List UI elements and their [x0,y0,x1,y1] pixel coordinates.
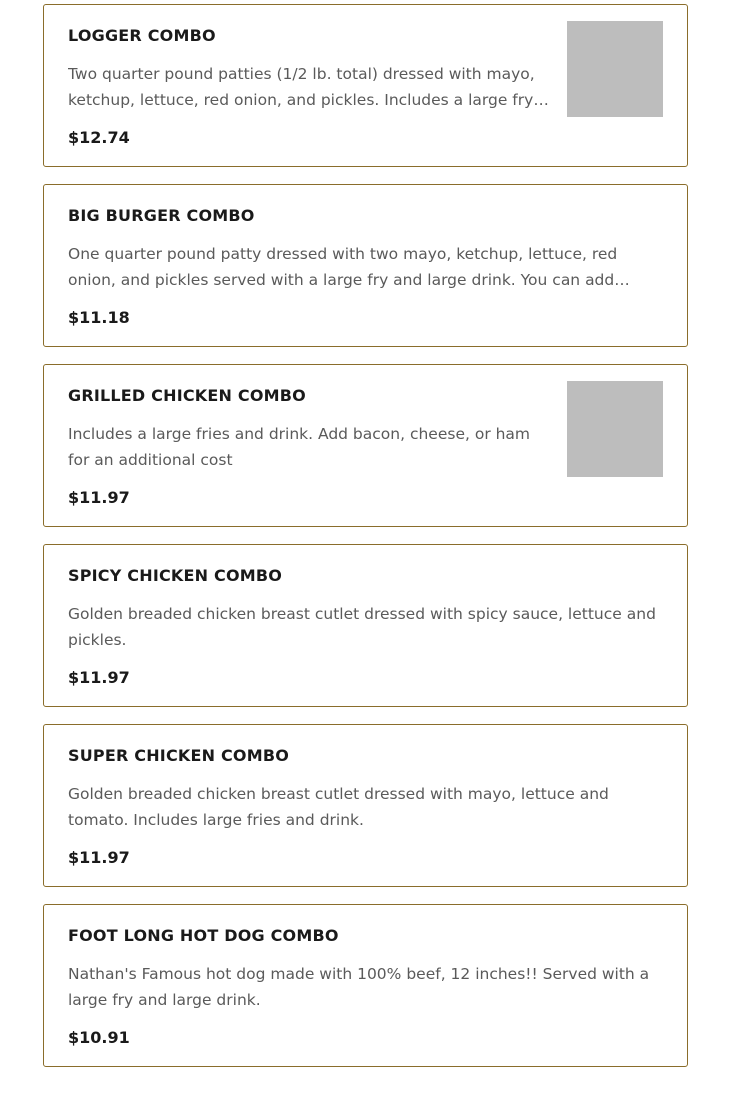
menu-item-card-super-chicken-combo[interactable] [43,724,688,887]
menu-item-price: $12.74 [68,128,130,147]
menu-item-description: Golden breaded chicken breast cutlet dressed with spicy sauce, lettuce and pickles. [68,605,656,649]
menu-item-price: $11.97 [68,848,130,867]
menu-item-image-placeholder [567,381,663,477]
menu-item-name: SPICY CHICKEN COMBO [68,566,283,585]
menu-item-card-foot-long-hot-dog-combo[interactable] [43,904,688,1067]
menu-item-list [43,4,688,1084]
menu-item-description: Includes a large fries and drink. Add bacon, cheese, or ham for an additional cost [68,425,531,469]
menu-item-name: BIG BURGER COMBO [68,206,255,225]
menu-item-card-grilled-chicken-combo[interactable] [43,364,688,527]
menu-item-card-spicy-chicken-combo[interactable] [43,544,688,707]
menu-item-name: SUPER CHICKEN COMBO [68,746,290,765]
menu-item-name: FOOT LONG HOT DOG COMBO [68,926,339,945]
menu-item-price: $11.97 [68,488,130,507]
menu-item-card-big-burger-combo[interactable] [43,184,688,347]
menu-item-name: LOGGER COMBO [68,26,216,45]
menu-item-image-placeholder [567,21,663,117]
menu-item-price: $11.18 [68,308,130,327]
menu-item-description: Nathan's Famous hot dog made with 100% beef, 12 inches!! Served with a large fry and large drink. [68,965,650,1009]
menu-item-price: $11.97 [68,668,130,687]
menu-item-description: One quarter pound patty dressed with two mayo, ketchup, lettuce, red onion, and pickles served with a large fry and large drink. You can add [68,245,618,289]
menu-item-card-logger-combo[interactable] [43,4,688,167]
menu-item-name: GRILLED CHICKEN COMBO [68,386,306,405]
menu-item-description: Golden breaded chicken breast cutlet dressed with mayo, lettuce and tomato. Includes large fries and drink. [68,785,609,829]
menu-item-description: Two quarter pound patties (1/2 lb. total) dressed with mayo, ketchup, lettuce, red onion, and pickles. Includes a large fry [68,65,535,109]
menu-item-price: $10.91 [68,1028,130,1047]
